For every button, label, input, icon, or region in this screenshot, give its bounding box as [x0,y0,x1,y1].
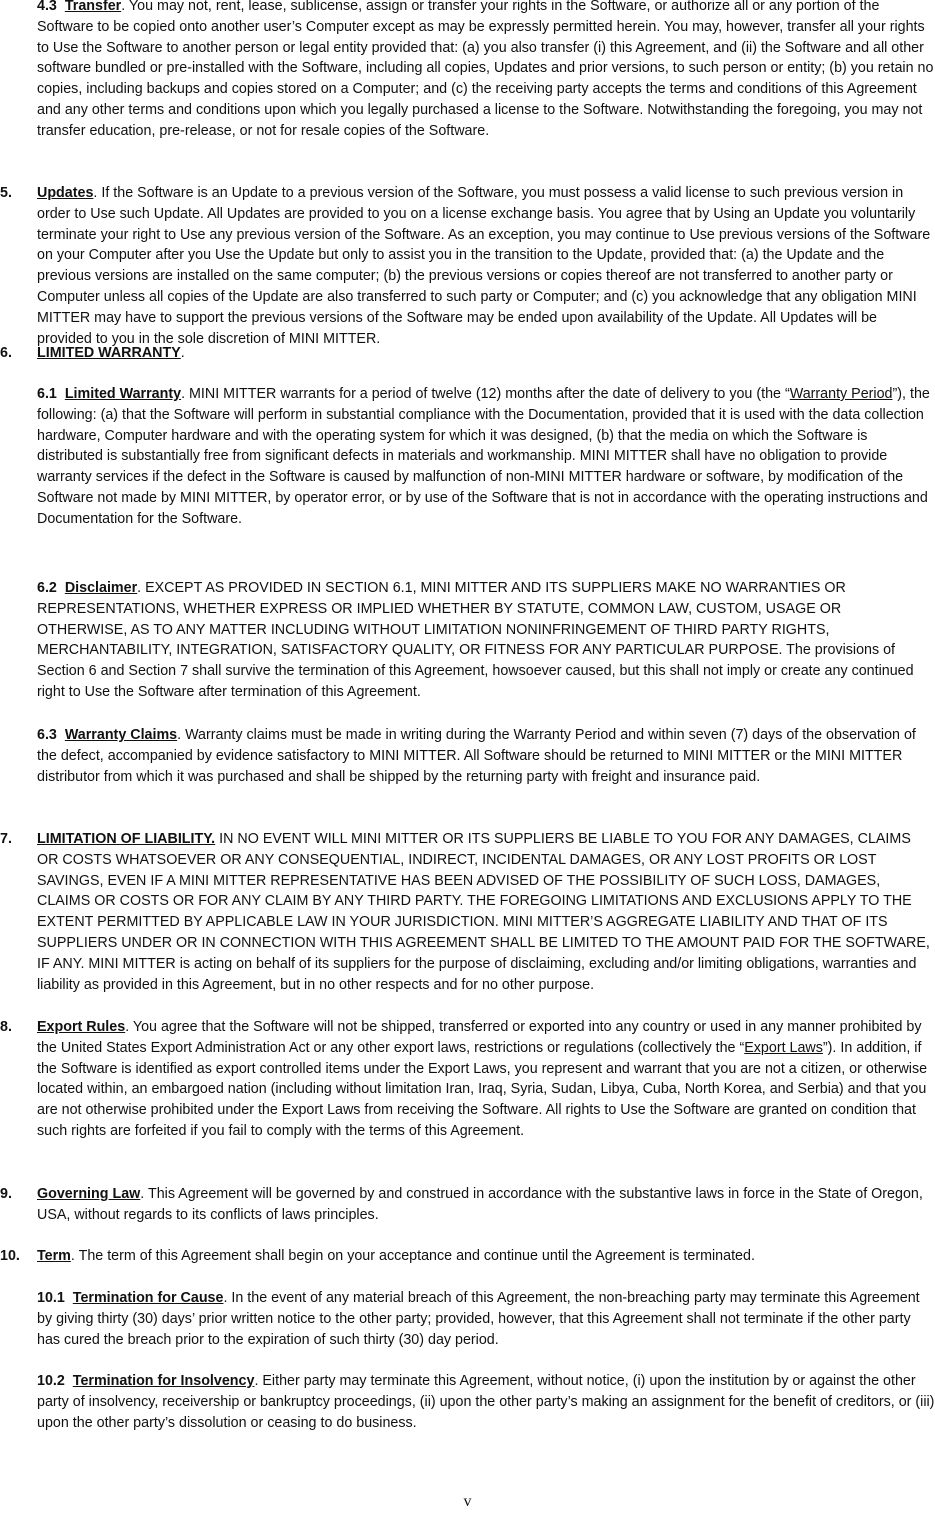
section-heading: Updates [37,185,94,201]
section-6 [37,343,935,364]
section-text: IN NO EVENT WILL MINI MITTER OR ITS SUPPLIERS BE LIABLE TO YOU FOR ANY DAMAGES, CLAIMS OR COSTS WHATSOEVER OR ANY CONSEQUENTIAL, INDIRECT, INCIDENTAL DAMAGES, OR ANY LOST PROFITS OR LOST SAVINGS, EVEN IF A MINI MITTER REPRESENTATIVE HAS BEEN ADVISED OF THE POSSIBILITY OF SUCH LOSS, DAMAGES, CLAIMS OR COSTS OR FOR ANY CLAIM BY ANY THIRD PARTY. THE FOREGOING LIMITATIONS AND EXCLUSIONS APPLY TO THE EXTENT PERMITTED BY APPLICABLE LAW IN YOUR JURISDICTION. MINI MITTER’S AGGREGATE LIABILITY AND THAT OF ITS SUPPLIERS UNDER OR IN CONNECTION WITH THIS AGREEMENT SHALL BE LIMITED TO THE AMOUNT PAID FOR THE SOFTWARE, IF ANY. MINI MITTER is acting on behalf of its suppliers for the purpose of disclaiming, excluding and/or limiting obligations, warranties and liability as provided in this Agreement, but in no other respects and for no other purpose. [37,831,930,993]
section-text: . EXCEPT AS PROVIDED IN SECTION 6.1, MINI MITTER AND ITS SUPPLIERS MAKE NO WARRANTIES OR REPRESENTATIONS, WHETHER EXPRESS OR IMPLIED WHETHER BY STATUTE, COMMON LAW, CUSTOM, USAGE OR OTHERWISE, AS TO ANY MATTER INCLUDING WITHOUT LIMITATION NONINFRINGEMENT OF THIRD PARTY RIGHTS, MERCHANTABILITY, INTEGRATION, SATISFACTORY QUALITY, OR FITNESS FOR ANY PARTICULAR PURPOSE. The provisions of Section 6 and Section 7 shall survive the termination of this Agreement, howsoever caused, but this shall not imply or create any continued right to Use the Software after termination of this Agreement. [37,580,914,700]
section-text: . If the Software is an Update to a previous version of the Software, you must possess a valid license to such previous version in order to Use such Update. All Updates are provided to you on a license exchange basis. You agree that by Using an Update you voluntarily terminate your right to Use any previous version of the Software. As an exception, you may continue to Use previous versions of the Software on your Computer after you Use the Update but only to assist you in the transition to the Update, provided that: (a) the Update and the previous versions are installed on the same computer; (b) the previous versions or copies thereof are not transferred to another party or Computer unless all copies of the Update are also transferred to such party or Computer; and (c) you acknowledge that any obligation MINI MITTER may have to support the previous versions of the Software may be ended upon availability of the Update. All Updates will be provided to you in the sole discretion of MINI MITTER. [37,185,931,347]
section-8 [37,1017,935,1142]
section-heading: Governing Law [37,1186,141,1202]
section-10-1 [37,1288,935,1350]
section-heading: Termination for Insolvency [72,1373,255,1389]
section-6-1 [37,384,935,530]
section-5-number: 5. [0,185,12,201]
section-heading: Transfer [64,0,122,14]
section-6-3 [37,725,935,787]
section-text: . Either party may terminate this Agreement, without notice, (i) upon the institution by or against the other party of insolvency, receivership or bankruptcy proceedings, (ii) upon the other party’s making an assignment for the benefit of creditors, or (iii) upon the other party’s dissolution or ceasing to do business. [37,1373,935,1431]
section-9 [37,1184,935,1226]
section-6-number: 6. [0,345,12,361]
section-heading: Export Rules [37,1019,126,1035]
section-text-a: . MINI MITTER warrants for a period of twelve (12) months after the date of delivery to you (the “ [181,386,790,402]
section-text: . This Agreement will be governed by and construed in accordance with the substantive laws in force in the State of Oregon, USA, without regards to its conflicts of laws principles. [37,1186,923,1223]
section-heading: Warranty Claims [64,727,178,743]
section-heading: Term [37,1248,71,1264]
section-10-number: 10. [0,1248,20,1264]
section-number: 6.3 [37,727,57,743]
page-number: v [463,1493,472,1510]
section-number: 6.2 [37,580,57,596]
section-text: . The term of this Agreement shall begin on your acceptance and continue until the Agreement is terminated. [70,1248,755,1264]
section-heading: Limited Warranty [64,386,182,402]
section-heading: Disclaimer [64,580,138,596]
section-text: . Warranty claims must be made in writing during the Warranty Period and within seven (7) days of the observation of the defect, accompanied by evidence satisfactory to MINI MITTER. All Software should be returned to MINI MITTER or the MINI MITTER distributor from which it was purchased and shall be shipped by the returning party with freight and insurance paid. [37,727,916,785]
section-heading: LIMITATION OF LIABILITY. [37,831,216,847]
section-text-a: . You agree that the Software will not be shipped, transferred or exported into any country or used in any manner prohibited by the United States Export Administration Act or any other export laws, restrictions or regulations (collectively the “ [37,1019,922,1056]
section-number: 10.1 [37,1290,65,1306]
section-10-2 [37,1371,935,1433]
section-9-number: 9. [0,1186,12,1202]
section-6-2 [37,578,935,703]
defined-term: Export Laws [744,1039,823,1056]
section-4-3 [37,0,935,142]
section-10 [37,1246,935,1267]
section-number: 6.1 [37,386,57,402]
section-number: 10.2 [37,1373,65,1389]
section-text: . You may not, rent, lease, sublicense, assign or transfer your rights in the Software, or authorize all or any portion of the Software to be copied onto another user’s Computer except as may be expressly permitted herein. You may, however, transfer all your rights to Use the Software to another person or legal entity provided that: (a) you also transfer (i) this Agreement, and (ii) the Software and all other software bundled or pre-installed with the Software, including all copies, Updates and prior versions, to such person or entity; (b) you retain no copies, including backups and copies stored on a Computer; and (c) the receiving party accepts the terms and conditions of this Agreement and any other terms and conditions upon which you legally purchased a license to the Software. Notwithstanding the foregoing, you may not transfer education, pre-release, or not for resale copies of the Software. [37,0,934,139]
section-8-number: 8. [0,1019,12,1035]
section-text-b: ”), the following: (a) that the Software will perform in substantial compliance with the Documentation, provided that it is used with the data collection hardware, Computer hardware and with the operating system for which it was designed, (b) that the media on which the Software is distributed is substantially free from significant defects in materials and workmanship. MINI MITTER shall have no obligation to provide warranty services if the defect in the Software is caused by malfunction of non-MINI MITTER hardware or software, by modification of the Software not made by MINI MITTER, by operator error, or by use of the Software that is not in accordance with the operating instructions and Documentation for the Software. [37,386,930,527]
section-5 [37,183,935,349]
section-7 [37,829,935,995]
section-number: 4.3 [37,0,57,14]
defined-term: Warranty Period [789,386,893,402]
section-7-number: 7. [0,831,12,847]
section-heading: Termination for Cause [72,1290,224,1306]
section-text-b: ”). In addition, if the Software is identified as export controlled items under the Export Laws, you represent and warrant that you are not a citizen, or otherwise located within, an embargoed nation (including without limitation Iran, Iraq, Syria, Sudan, Libya, Cuba, North Korea, and Serbia) and that you are not otherwise prohibited under the Export Laws from receiving the Software. All rights to Use the Software are granted on condition that such rights are forfeited if you fail to comply with the terms of this Agreement. [37,1039,928,1139]
section-text: . [180,345,185,361]
section-text: . In the event of any material breach of this Agreement, the non-breaching party may terminate this Agreement by giving thirty (30) days’ prior written notice to the other party; provided, however, that this Agreement shall not terminate if the other party has cured the breach prior to the expiration of such thirty (30) day period. [37,1290,920,1348]
section-heading: LIMITED WARRANTY [37,345,181,361]
